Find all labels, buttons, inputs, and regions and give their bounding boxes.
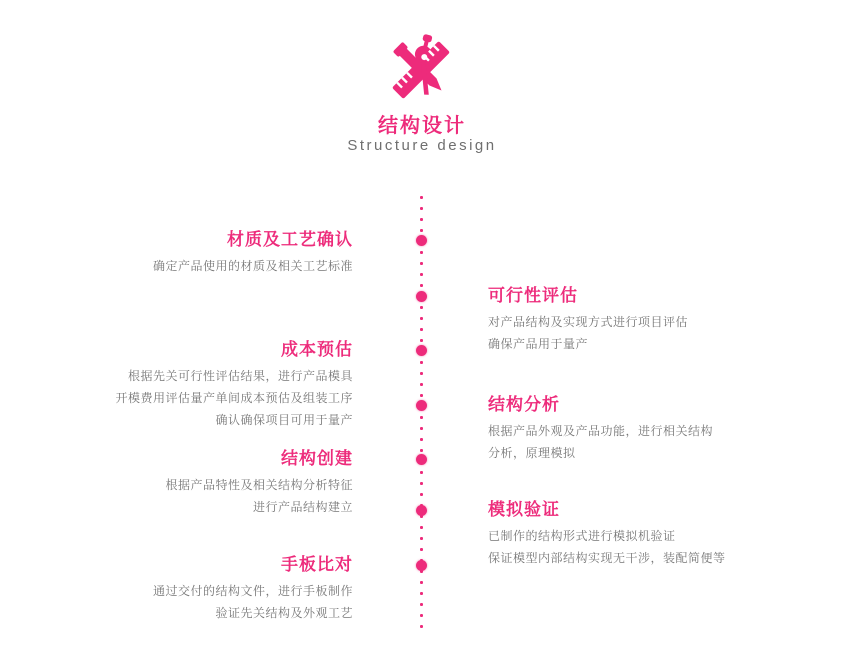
item-title: 结构分析 [488, 395, 560, 414]
item-desc-line: 进行产品结构建立 [252, 500, 353, 514]
timeline-item-material-process-confirm [23, 230, 353, 277]
page-title: 结构设计 [378, 115, 466, 137]
timeline-node-dot [416, 400, 427, 411]
item-desc-line: 确定产品使用的材质及相关工艺标准 [152, 259, 353, 273]
item-title: 材质及工艺确认 [227, 230, 353, 249]
item-desc-line: 已制作的结构形式进行模拟机验证 [488, 529, 676, 543]
item-title: 手板比对 [281, 555, 353, 574]
timeline-item-structure-analysis [488, 395, 818, 464]
item-desc-line: 开模费用评估量产单间成本预估及组装工序 [115, 391, 353, 405]
item-desc-line: 确保产品用于量产 [488, 337, 589, 351]
timeline-item-prototype-comparison [23, 555, 353, 624]
timeline-item-structure-creation [23, 449, 353, 518]
timeline-item-cost-estimate [23, 340, 353, 431]
item-desc-line: 验证先关结构及外观工艺 [215, 606, 353, 620]
item-desc-line: 根据产品外观及产品功能，进行相关结构 [488, 424, 714, 438]
item-title: 可行性评估 [488, 286, 578, 305]
timeline-node-dot [416, 505, 427, 516]
item-desc-line: 对产品结构及实现方式进行项目评估 [488, 315, 689, 329]
item-title: 模拟验证 [488, 500, 560, 519]
item-desc-line: 分析，原理模拟 [488, 446, 576, 460]
drafting-tools-icon [386, 34, 456, 100]
timeline-node-dot [416, 291, 427, 302]
timeline-item-simulation-verification [488, 500, 818, 569]
timeline-node-dot [416, 345, 427, 356]
item-desc-line: 通过交付的结构文件，进行手板制作 [152, 584, 353, 598]
timeline-item-feasibility-assessment [488, 286, 818, 355]
item-title: 结构创建 [281, 449, 353, 468]
timeline-node-dot [416, 454, 427, 465]
item-desc-line: 根据先关可行性评估结果，进行产品模具 [127, 369, 353, 383]
timeline-node-dot [416, 560, 427, 571]
item-desc-line: 确认确保项目可用于量产 [215, 413, 353, 427]
item-title: 成本预估 [281, 340, 353, 359]
timeline-node-dot [416, 235, 427, 246]
item-desc-line: 根据产品特性及相关结构分析特征 [165, 478, 353, 492]
item-desc-line: 保证模型内部结构实现无干涉，装配简便等 [488, 551, 726, 565]
page-subtitle: Structure design [347, 137, 497, 154]
